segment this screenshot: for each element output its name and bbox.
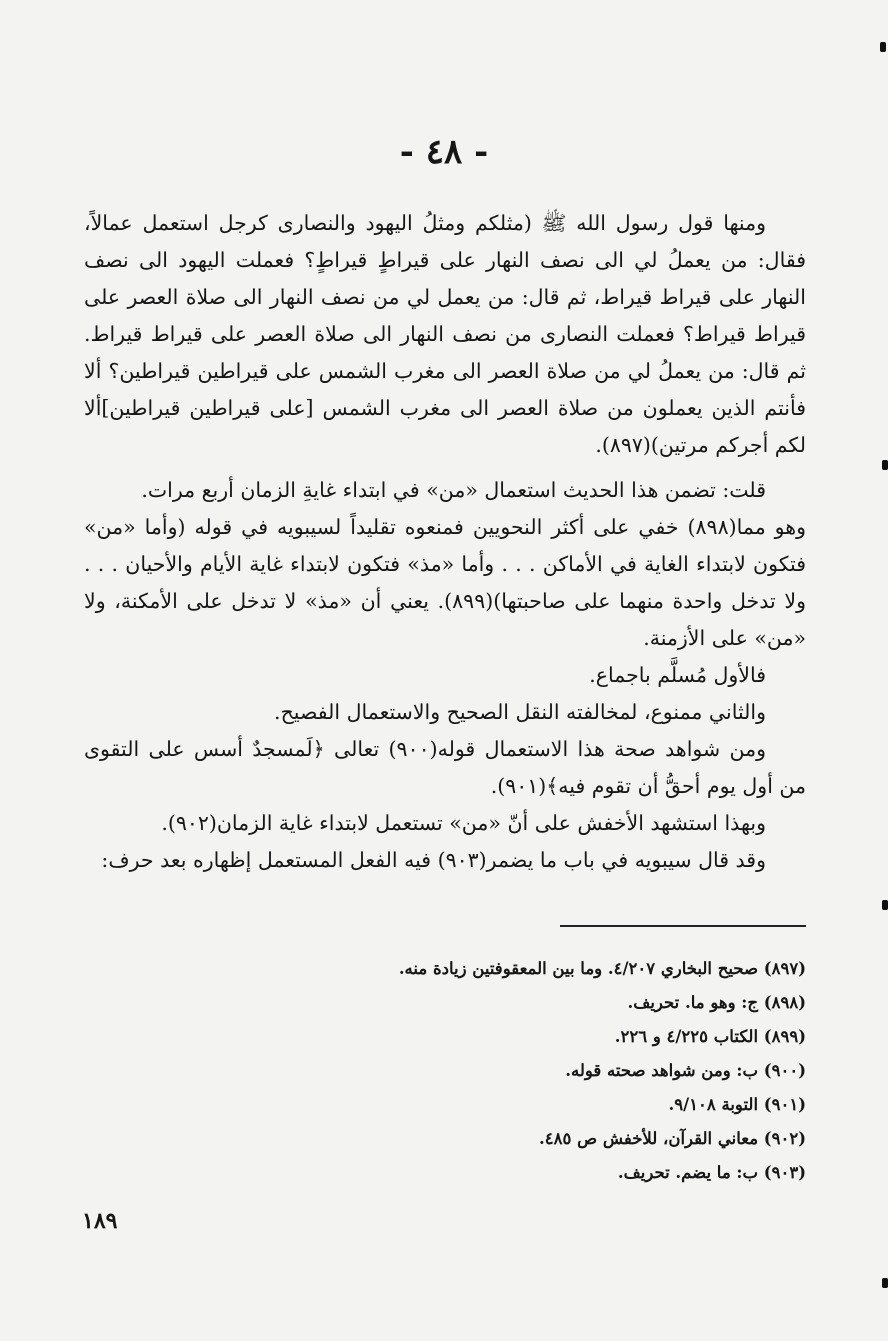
page-header: - ٤٨ - — [399, 132, 489, 172]
main-text — [84, 205, 806, 879]
hadith-paragraph: ومنها قول رسول الله ﷺ (مثلكم ومثلُ اليهود والنصارى كرجل استعمل عمالاً، فقال: من يعملُ لي الى نصف النهار على قيراطٍ قيراطٍ؟ فعملت اليهود الى نصف النهار على قيراط قيراط، ثم قال: من يعمل لي من نصف النهار الى صلاة العصر على قيراط قيراط؟ فعملت النصارى من نصف النهار الى صلاة العصر على قيراط قيراط. ثم قال: من يعملُ لي من صلاة العصر الى مغرب الشمس على قيراطين قيراطين؟ ألا فأنتم الذين يعملون من صلاة العصر الى مغرب الشمس [على قيراطين قيراطين]ألا لكم أجركم مرتين)(٨٩٧). — [84, 211, 806, 457]
footnote: (٩٠٣) ب: ما يضم. تحريف. — [617, 1163, 806, 1182]
footnote-divider — [560, 925, 806, 927]
footnotes — [246, 952, 806, 1190]
footnote: (٩٠٠) ب: ومن شواهد صحته قوله. — [565, 1061, 806, 1080]
commentary-paragraph: ومن شواهد صحة هذا الاستعمال قوله(٩٠٠) تعالى ﴿لَمسجدٌ أسس على التقوى من أول يوم أحقُّ أن تقوم فيه﴾(٩٠١). — [84, 737, 806, 798]
scan-edge-mark — [882, 1278, 888, 1288]
commentary-paragraph: قلت: تضمن هذا الحديث استعمال «من» في ابتداء غايةِ الزمان أربع مرات. — [141, 478, 766, 502]
page-number: ١٨٩ — [82, 1208, 118, 1234]
commentary-paragraph: وبهذا استشهد الأخفش على أنّ «من» تستعمل لابتداء غاية الزمان(٩٠٢). — [161, 811, 766, 835]
footnote: (٩٠١) التوبة ٩/١٠٨. — [668, 1095, 806, 1114]
commentary-paragraph: وقد قال سيبويه في باب ما يضمر(٩٠٣) فيه الفعل المستعمل إظهاره بعد حرف: — [101, 848, 766, 872]
footnote: (٨٩٧) صحيح البخاري ٤/٢٠٧. وما بين المعقوفتين زيادة منه. — [398, 959, 806, 978]
commentary-paragraph: فالأول مُسلَّم باجماع. — [589, 663, 766, 687]
scan-edge-mark — [882, 900, 888, 910]
footnote: (٩٠٢) معاني القرآن، للأخفش ص ٤٨٥. — [539, 1129, 806, 1148]
commentary-paragraph: والثاني ممنوع، لمخالفته النقل الصحيح والاستعمال الفصيح. — [274, 700, 766, 724]
scan-edge-mark — [880, 42, 886, 52]
commentary-paragraph: وهو مما(٨٩٨) خفي على أكثر النحويين فمنعوه تقليداً لسيبويه في قوله (وأما «من» فتكون لابتداء الغاية في الأماكن . . . وأما «مذ» فتكون لابتداء غاية الأيام والأحيان . . . ولا تدخل واحدة منهما على صاحبتها)(٨٩٩). يعني أن «مذ» لا تدخل على الأمكنة، ولا «من» على الأزمنة. — [84, 515, 806, 650]
footnote: (٨٩٩) الكتاب ٤/٢٢٥ و ٢٢٦. — [614, 1027, 806, 1046]
scan-edge-mark — [882, 460, 888, 470]
footnote: (٨٩٨) ج: وهو ما. تحريف. — [627, 993, 806, 1012]
